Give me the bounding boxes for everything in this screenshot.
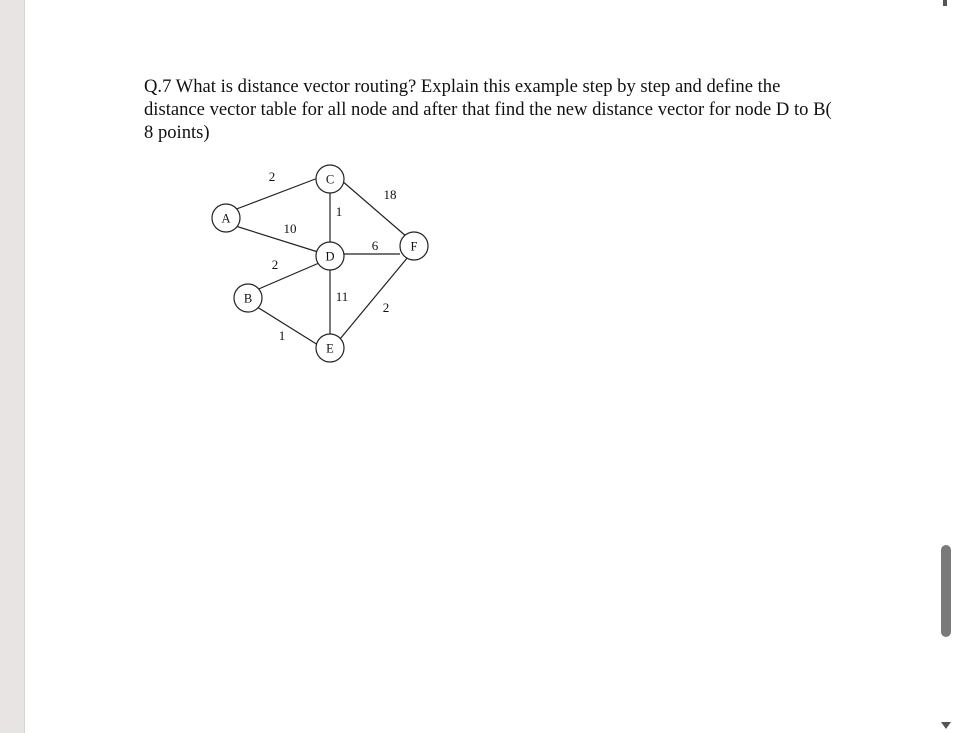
node-a xyxy=(212,204,240,232)
node-d-label: D xyxy=(325,249,335,264)
left-gutter xyxy=(0,0,25,733)
node-b xyxy=(234,284,262,312)
node-a-label: A xyxy=(221,211,231,226)
scroll-up-icon[interactable] xyxy=(943,0,947,6)
weight-d-f: 6 xyxy=(371,238,379,253)
weight-b-e: 1 xyxy=(278,328,286,343)
edge-a-d xyxy=(226,223,318,252)
scrollbar-thumb[interactable] xyxy=(941,545,951,637)
question-text xyxy=(144,75,904,144)
weight-a-d: 10 xyxy=(283,221,297,236)
edge-b-e xyxy=(254,305,318,345)
weight-c-d: 1 xyxy=(335,204,343,219)
node-b-label: B xyxy=(243,291,253,306)
question-line-2: distance vector table for all node and after that find the new distance vector for node D to B( xyxy=(144,99,832,120)
edge-e-f xyxy=(340,257,408,339)
question-line-1: Q.7 What is distance vector routing? Explain this example step by step and define the xyxy=(144,76,781,97)
edge-c-f xyxy=(341,180,407,237)
weight-d-e: 11 xyxy=(335,289,349,304)
question-line-3: 8 points) xyxy=(144,122,210,143)
scroll-down-icon[interactable] xyxy=(941,722,951,729)
node-d xyxy=(316,242,344,270)
node-c-label: C xyxy=(325,172,335,187)
weight-b-d: 2 xyxy=(271,257,279,272)
node-f xyxy=(400,232,428,260)
weight-a-c: 2 xyxy=(268,169,276,184)
weight-c-f: 18 xyxy=(383,187,397,202)
node-c xyxy=(316,165,344,193)
edge-b-d xyxy=(254,263,319,291)
node-e-label: E xyxy=(326,341,334,356)
node-e xyxy=(316,334,344,362)
weight-e-f: 2 xyxy=(382,300,390,315)
vertical-scrollbar[interactable] xyxy=(936,0,958,733)
network-graph-diagram xyxy=(200,158,445,368)
node-f-label: F xyxy=(410,239,418,254)
